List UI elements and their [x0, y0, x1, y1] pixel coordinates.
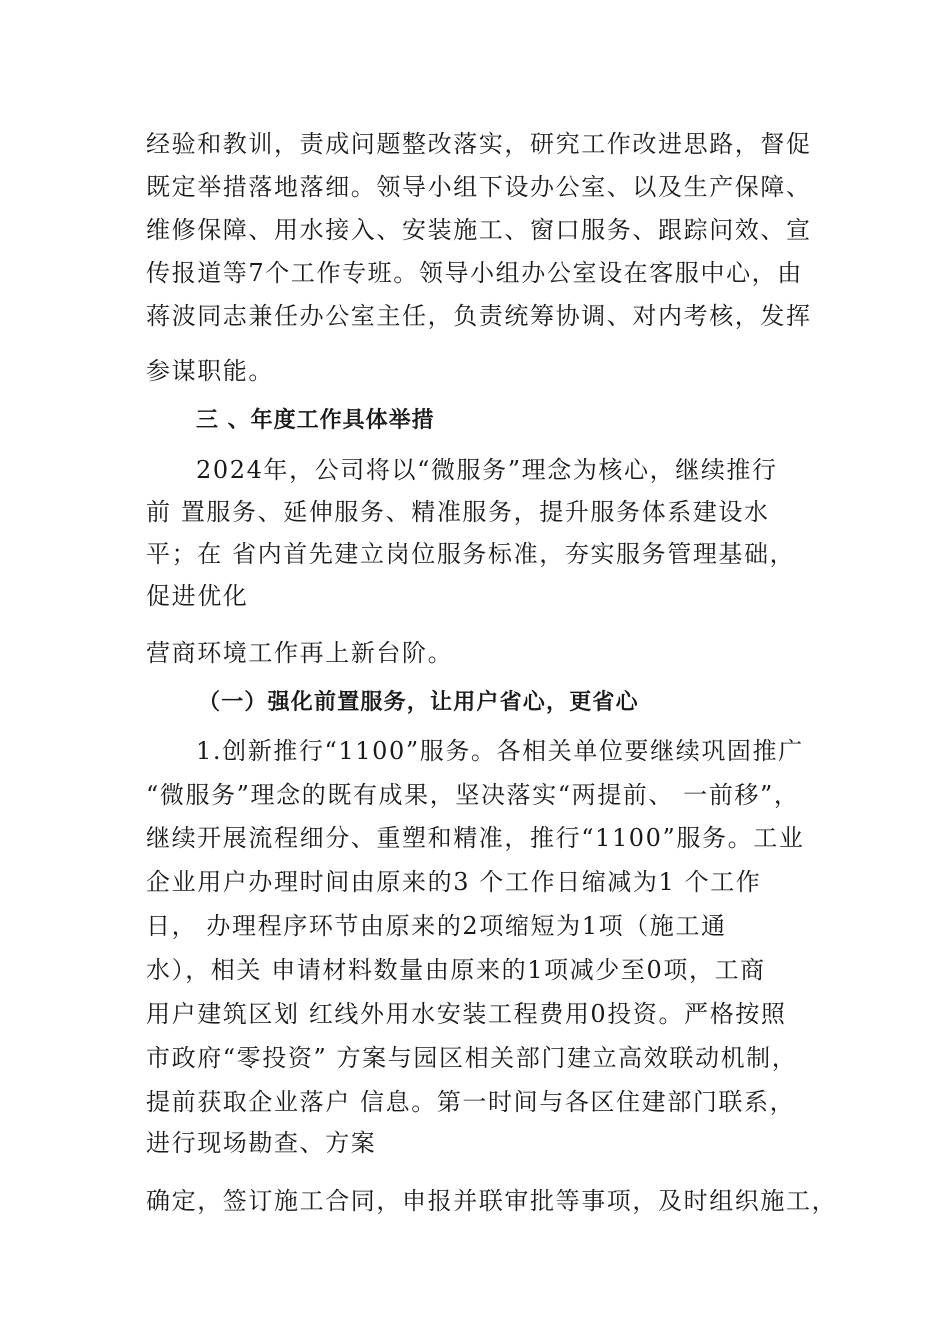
body-text-line: 蒋波同志兼任办公室主任，负责统筹协调、对内考核，发挥: [146, 302, 812, 330]
body-text-line: 前 置服务、延伸服务、精准服务，提升服务体系建设水: [146, 498, 770, 526]
body-text-line: 2024年，公司将以“微服务”理念为核心，继续推行: [196, 456, 778, 484]
body-text-line: 水），相关 申请材料数量由原来的1项减少至0项，工商: [146, 956, 766, 984]
sub-heading: （一）强化前置服务，让用户省心，更省心: [198, 689, 639, 715]
body-text-line: 确定，签订施工合同，申报并联审批等事项，及时组织施工，: [146, 1187, 838, 1215]
body-text-line: “微服务”理念的既有成果，坚决落实“两提前、 一前移”，: [146, 781, 800, 809]
body-text-line: 用户建筑区划 红线外用水安装工程费用0投资。严格按照: [146, 1000, 787, 1028]
body-text-line: 维修保障、用水接入、安装施工、窗口服务、跟踪问效、宣: [146, 216, 812, 244]
body-text-line: 企业用户办理时间由原来的3 个工作日缩减为1 个工作: [146, 868, 762, 896]
body-text-line: 进行现场勘查、方案: [146, 1129, 377, 1157]
body-text-line: 参谋职能。: [146, 357, 274, 385]
section-heading: 三 、年度工作具体举措: [196, 408, 435, 433]
body-text-line: 1.创新推行“1100”服务。各相关单位要继续巩固推广: [196, 737, 804, 765]
body-text-line: 日， 办理程序环节由原来的2项缩短为1项（施工通: [146, 912, 727, 940]
body-text-line: 营商环境工作再上新台阶。: [146, 639, 454, 667]
body-text-line: 经验和教训，责成问题整改落实，研究工作改进思路，督促: [146, 130, 812, 158]
body-text-line: 继续开展流程细分、重塑和精准，推行“1100”服务。工业: [146, 824, 805, 852]
body-text-line: 市政府“零投资” 方案与园区相关部门建立高效联动机制，: [146, 1044, 798, 1072]
body-text-line: 平；在 省内首先建立岗位服务标准，夯实服务管理基础，: [146, 540, 796, 568]
body-text-line: 提前获取企业落户 信息。第一时间与各区住建部门联系，: [146, 1088, 796, 1116]
body-text-line: 促进优化: [146, 582, 249, 610]
body-text-line: 传报道等7个工作专班。领导小组办公室设在客服中心，由: [146, 259, 803, 287]
body-text-line: 既定举措落地落细。领导小组下设办公室、以及生产保障、: [146, 173, 812, 201]
